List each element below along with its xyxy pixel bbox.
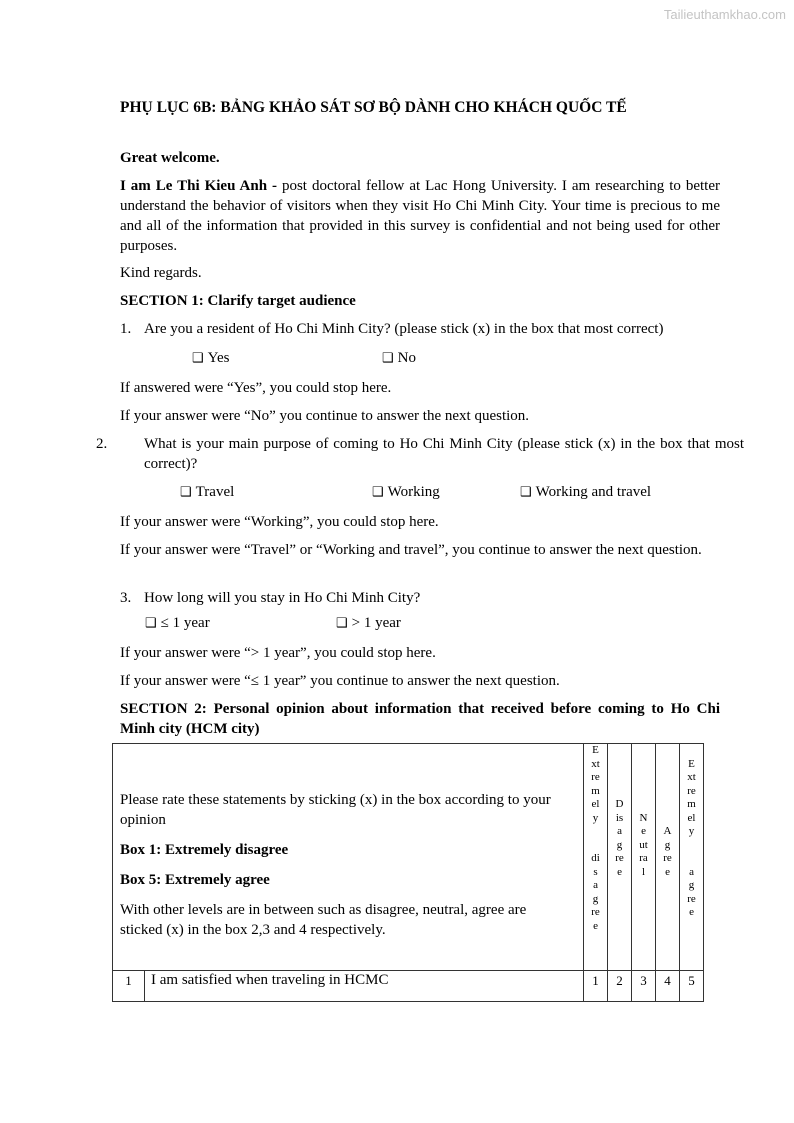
- scale-header-fragment: [584, 825, 607, 839]
- question-2-number: 2.: [96, 436, 108, 452]
- rating-box-3[interactable]: 3: [632, 971, 656, 1002]
- rating-table: [112, 743, 704, 1002]
- option-working[interactable]: ❑ Working: [372, 484, 440, 500]
- question-1: [120, 319, 720, 339]
- scale-header-fragment: re: [687, 892, 696, 905]
- scale-header-fragment: ut: [639, 838, 648, 851]
- scale-header-fragment: [680, 839, 703, 853]
- question-3-number: 3.: [120, 590, 132, 606]
- option-less-1-year[interactable]: ❑ ≤ 1 year: [145, 615, 210, 631]
- q1-note-yes: If answered were “Yes”, you could stop here.: [120, 380, 392, 396]
- rating-box-1[interactable]: 1: [584, 971, 608, 1002]
- scale-header-fragment: [632, 771, 655, 785]
- scale-header-fragment: re: [615, 852, 624, 864]
- scale-header-fragment: a: [689, 865, 694, 878]
- watermark: Tailieuthamkhao.com: [663, 7, 786, 22]
- scale-header-fragment: xt: [591, 757, 600, 770]
- q2-note-working: If your answer were “Working”, you could stop here.: [120, 514, 439, 530]
- question-3: [120, 588, 720, 608]
- question-2-text: What is your main purpose of coming to Ho Chi Minh City (please stick (x) in the box that most correct)?: [144, 436, 744, 472]
- scale-header-fragment: g: [688, 879, 695, 891]
- scale-header-fragment: m: [687, 798, 696, 810]
- option-more-1-year[interactable]: ❑ > 1 year: [336, 615, 401, 631]
- scale-header-fragment: m: [591, 784, 600, 797]
- scale-header-fragment: di: [591, 852, 600, 864]
- intro-paragraph: [120, 176, 720, 256]
- scale-header-fragment: [632, 798, 655, 812]
- instructions-cell: [113, 744, 584, 971]
- scale-header-fragment: g: [664, 838, 671, 851]
- scale-header-fragment: y: [688, 825, 695, 837]
- checkbox-icon[interactable]: ❑: [382, 350, 394, 365]
- q1-note-no: If your answer were “No” you continue to answer the next question.: [120, 408, 530, 424]
- scale-header-fragment: [656, 771, 679, 785]
- scale-header-extremely-disagree: [584, 744, 608, 971]
- scale-header-fragment: D: [615, 798, 624, 810]
- scale-header-fragment: [608, 758, 631, 772]
- rating-box-2[interactable]: 2: [608, 971, 632, 1002]
- table-row: [113, 971, 704, 1002]
- checkbox-icon[interactable]: ❑: [336, 615, 348, 630]
- checkbox-icon[interactable]: ❑: [192, 350, 204, 365]
- option-travel[interactable]: ❑ Travel: [180, 484, 235, 500]
- instructions-text: Please rate these statements by sticking (x) in the box according to your opinion: [120, 792, 551, 828]
- checkbox-icon[interactable]: ❑: [372, 484, 384, 499]
- q3-note-more: If your answer were “> 1 year”, you could stop here.: [120, 645, 436, 661]
- row-number: 1: [113, 971, 145, 1002]
- scale-header-fragment: N: [639, 811, 648, 824]
- intro-body: post doctoral fellow at Lac Hong University. I am researching to better understand the behavior of visitors when they visit Ho Chi Minh City. Your time is precious to me and all of the information that provided in this survey is confidential and not being used for other purposes.: [120, 178, 720, 254]
- question-2: [96, 434, 744, 474]
- rating-box-4[interactable]: 4: [656, 971, 680, 1002]
- scale-header-fragment: l: [641, 865, 646, 878]
- scale-header-fragment: xt: [687, 771, 696, 783]
- scale-header-fragment: re: [591, 906, 600, 918]
- page-title: PHỤ LỤC 6B: BẢNG KHẢO SÁT SƠ BỘ DÀNH CHO KHÁCH QUỐC TẾ: [120, 99, 627, 116]
- scale-header-fragment: is: [615, 811, 624, 824]
- scale-header-fragment: a: [617, 825, 622, 837]
- scale-header-fragment: e: [617, 865, 622, 878]
- other-levels-text: With other levels are in between such as disagree, neutral, agree are sticked (x) in the box 2,3 and 4 respectively.: [120, 902, 527, 938]
- option-yes[interactable]: ❑ Yes: [192, 350, 230, 366]
- scale-header-extremely-agree: [680, 744, 704, 971]
- scale-header-fragment: [632, 744, 655, 758]
- scale-header-fragment: y: [592, 811, 599, 824]
- scale-header-fragment: [656, 744, 679, 758]
- scale-header-fragment: el: [591, 798, 600, 810]
- scale-header-fragment: e: [665, 865, 670, 878]
- section1-heading: SECTION 1: Clarify target audience: [120, 293, 356, 309]
- scale-header-fragment: [608, 771, 631, 785]
- scale-header-agree: [656, 744, 680, 971]
- scale-header-fragment: [608, 785, 631, 799]
- scale-header-fragment: [632, 785, 655, 799]
- scale-header-fragment: e: [641, 825, 646, 837]
- row-statement: I am satisfied when traveling in HCMC: [145, 971, 584, 1002]
- option-no[interactable]: ❑ No: [382, 350, 416, 366]
- scale-header-fragment: A: [663, 825, 672, 837]
- question-3-text: How long will you stay in Ho Chi Minh City?: [144, 590, 421, 606]
- scale-header-fragment: re: [591, 771, 600, 783]
- checkbox-icon[interactable]: ❑: [145, 615, 157, 630]
- scale-header-fragment: [656, 798, 679, 812]
- question-1-text: Are you a resident of Ho Chi Minh City? (please stick (x) in the box that most correct): [144, 321, 664, 337]
- scale-header-fragment: [656, 785, 679, 799]
- scale-header-fragment: [680, 744, 703, 758]
- scale-header-fragment: e: [593, 919, 598, 932]
- scale-header-fragment: [656, 758, 679, 772]
- q2-note-travel: If your answer were “Travel” or “Working and travel”, you continue to answer the next question.: [120, 542, 702, 558]
- scale-header-neutral: [632, 744, 656, 971]
- table-header-row: [113, 744, 704, 971]
- box1-label: Box 1: Extremely disagree: [120, 842, 289, 858]
- closing: Kind regards.: [120, 265, 202, 281]
- scale-header-fragment: E: [688, 757, 695, 770]
- q3-note-less: If your answer were “≤ 1 year” you continue to answer the next question.: [120, 673, 560, 689]
- scale-header-fragment: g: [592, 892, 599, 905]
- scale-header-disagree: [608, 744, 632, 971]
- scale-header-fragment: s: [593, 865, 598, 878]
- scale-header-fragment: E: [592, 744, 599, 756]
- checkbox-icon[interactable]: ❑: [180, 484, 192, 499]
- scale-header-fragment: ra: [639, 852, 648, 864]
- scale-header-fragment: e: [689, 906, 694, 918]
- option-working-and-travel[interactable]: ❑ Working and travel: [520, 484, 652, 500]
- scale-header-fragment: re: [663, 852, 672, 864]
- box5-label: Box 5: Extremely agree: [120, 872, 270, 888]
- scale-header-fragment: [608, 744, 631, 758]
- scale-header-fragment: [584, 839, 607, 853]
- scale-header-fragment: [680, 852, 703, 866]
- rating-box-5[interactable]: 5: [680, 971, 704, 1002]
- scale-header-fragment: el: [687, 811, 696, 824]
- checkbox-icon[interactable]: ❑: [520, 484, 532, 499]
- section2-heading: SECTION 2: Personal opinion about information that received before coming to Ho Chi Minh city (HCM city): [120, 701, 720, 737]
- greeting: Great welcome.: [120, 150, 220, 166]
- question-1-number: 1.: [120, 321, 132, 337]
- scale-header-fragment: g: [616, 838, 623, 851]
- scale-header-fragment: [632, 758, 655, 772]
- intro-name: I am Le Thi Kieu Anh -: [120, 178, 278, 194]
- scale-header-fragment: re: [687, 784, 696, 797]
- scale-header-fragment: a: [593, 879, 598, 891]
- scale-header-fragment: [656, 812, 679, 826]
